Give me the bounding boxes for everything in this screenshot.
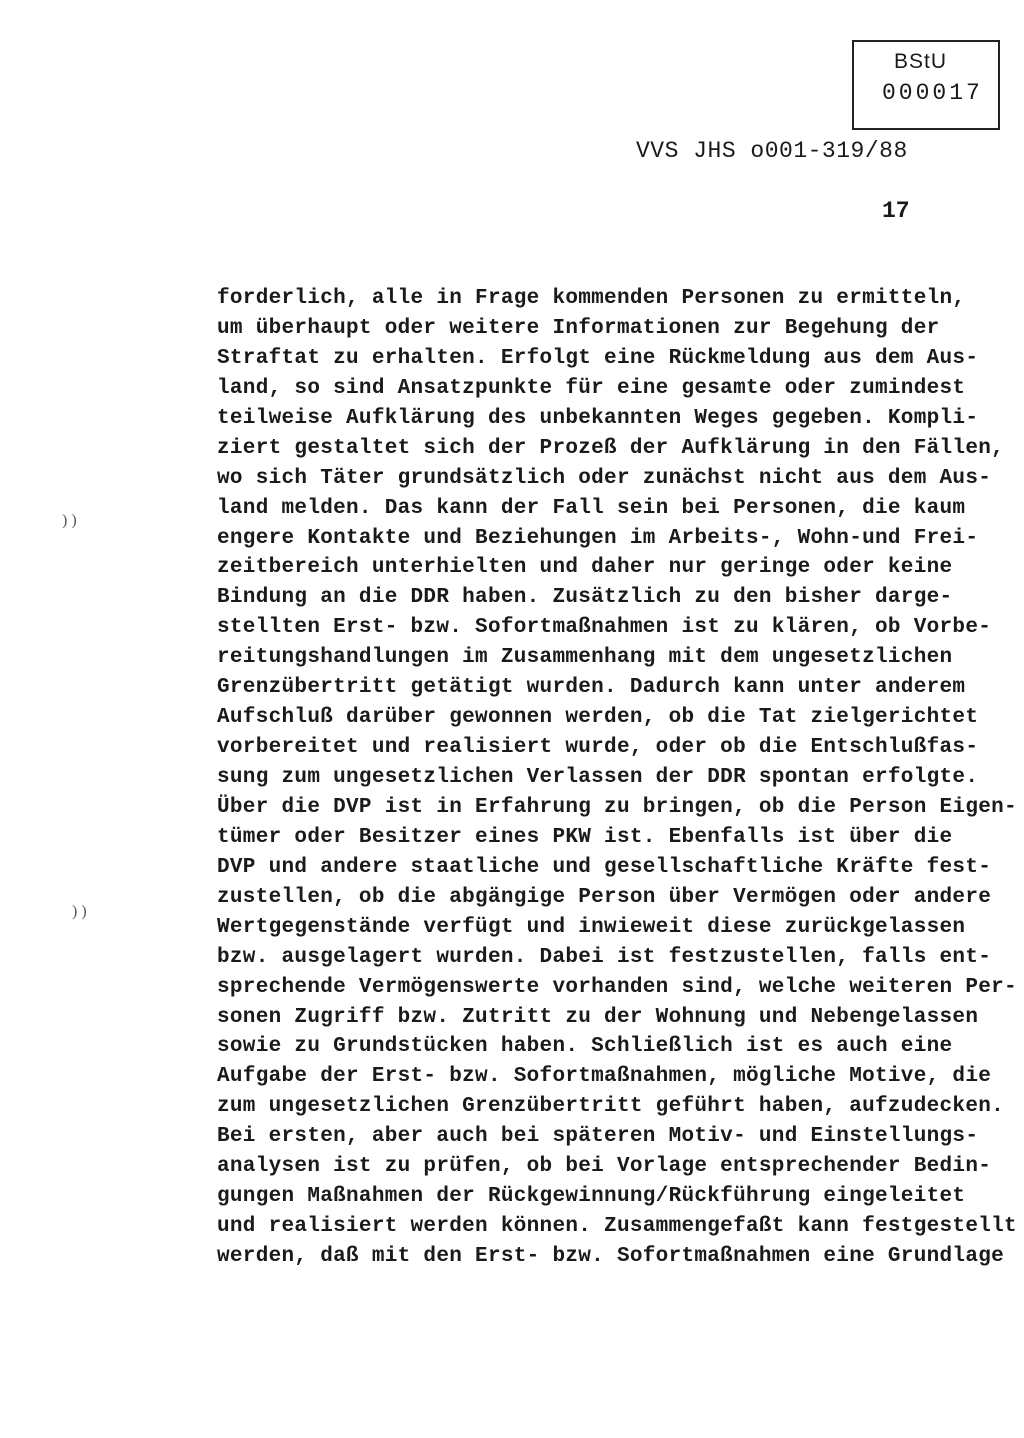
text-line: Bindung an die DDR haben. Zusätzlich zu den bisher darge- <box>217 586 953 610</box>
body-text <box>217 284 1017 1272</box>
text-line: werden, daß mit den Erst- bzw. Sofortmaßnahmen eine Grundlage <box>217 1245 1005 1268</box>
text-line: sprechende Vermögenswerte vorhanden sind, welche weiteren Per- <box>217 975 1017 999</box>
text-line: analysen ist zu prüfen, ob bei Vorlage entsprechender Bedin- <box>217 1155 992 1179</box>
text-line: DVP und andere staatliche und gesellschaftliche Kräfte fest- <box>217 855 992 879</box>
text-line: vorbereitet und realisiert wurde, oder ob die Entschlußfas- <box>217 736 979 760</box>
stamp-number: 000017 <box>882 80 983 106</box>
text-line: zustellen, ob die abgängige Person über Vermögen oder andere <box>217 885 992 909</box>
text-line: land, so sind Ansatzpunkte für eine gesamte oder zumindest <box>217 376 966 400</box>
text-line: Wertgegenstände verfügt und inwieweit diese zurückgelassen <box>217 915 966 939</box>
text-line: Straftat zu erhalten. Erfolgt eine Rückmeldung aus dem Aus- <box>217 346 979 370</box>
text-line: wo sich Täter grundsätzlich oder zunächst nicht aus dem Aus- <box>217 466 992 490</box>
text-line: gungen Maßnahmen der Rückgewinnung/Rückführung eingeleitet <box>217 1185 966 1209</box>
text-line: Grenzübertritt getätigt wurden. Dadurch kann unter anderem <box>217 676 966 700</box>
text-line: forderlich, alle in Frage kommenden Personen zu ermitteln, <box>217 287 966 310</box>
text-line: land melden. Das kann der Fall sein bei Personen, die kaum <box>217 496 966 520</box>
stamp-label: BStU <box>894 50 948 73</box>
margin-mark: ) ) <box>72 903 87 920</box>
archive-stamp <box>852 40 1000 130</box>
text-line: teilweise Aufklärung des unbekannten Weges gegeben. Kompli- <box>217 406 979 430</box>
text-line: stellten Erst- bzw. Sofortmaßnahmen ist zu klären, ob Vorbe- <box>217 616 992 640</box>
text-line: Über die DVP ist in Erfahrung zu bringen, ob die Person Eigen- <box>217 795 1017 819</box>
margin-mark: ) ) <box>62 512 77 529</box>
text-line: Bei ersten, aber auch bei späteren Motiv- und Einstellungs- <box>217 1125 979 1149</box>
text-line: reitungshandlungen im Zusammenhang mit dem ungesetzlichen <box>217 646 953 670</box>
text-line: Aufgabe der Erst- bzw. Sofortmaßnahmen, mögliche Motive, die <box>217 1065 992 1089</box>
text-line: sung zum ungesetzlichen Verlassen der DDR spontan erfolgte. <box>217 766 979 789</box>
page-number: 17 <box>882 198 910 224</box>
text-line: sowie zu Grundstücken haben. Schließlich ist es auch eine <box>217 1035 953 1059</box>
text-line: engere Kontakte und Beziehungen im Arbeits-, Wohn-und Frei- <box>217 526 979 550</box>
text-line: tümer oder Besitzer eines PKW ist. Ebenfalls ist über die <box>217 825 953 849</box>
text-line: Aufschluß darüber gewonnen werden, ob die Tat zielgerichtet <box>217 706 979 730</box>
text-line: um überhaupt oder weitere Informationen zur Begehung der <box>217 316 940 340</box>
text-line: zeitbereich unterhielten und daher nur geringe oder keine <box>217 556 953 580</box>
text-line: sonen Zugriff bzw. Zutritt zu der Wohnung und Nebengelassen <box>217 1005 979 1029</box>
text-line: bzw. ausgelagert wurden. Dabei ist festzustellen, falls ent- <box>217 945 992 969</box>
text-line: ziert gestaltet sich der Prozeß der Aufklärung in den Fällen, <box>217 436 1005 460</box>
document-reference: VVS JHS o001-319/88 <box>636 138 908 164</box>
text-line: und realisiert werden können. Zusammengefaßt kann festgestellt <box>217 1215 1017 1239</box>
text-line: zum ungesetzlichen Grenzübertritt geführt haben, aufzudecken. <box>217 1095 1005 1119</box>
